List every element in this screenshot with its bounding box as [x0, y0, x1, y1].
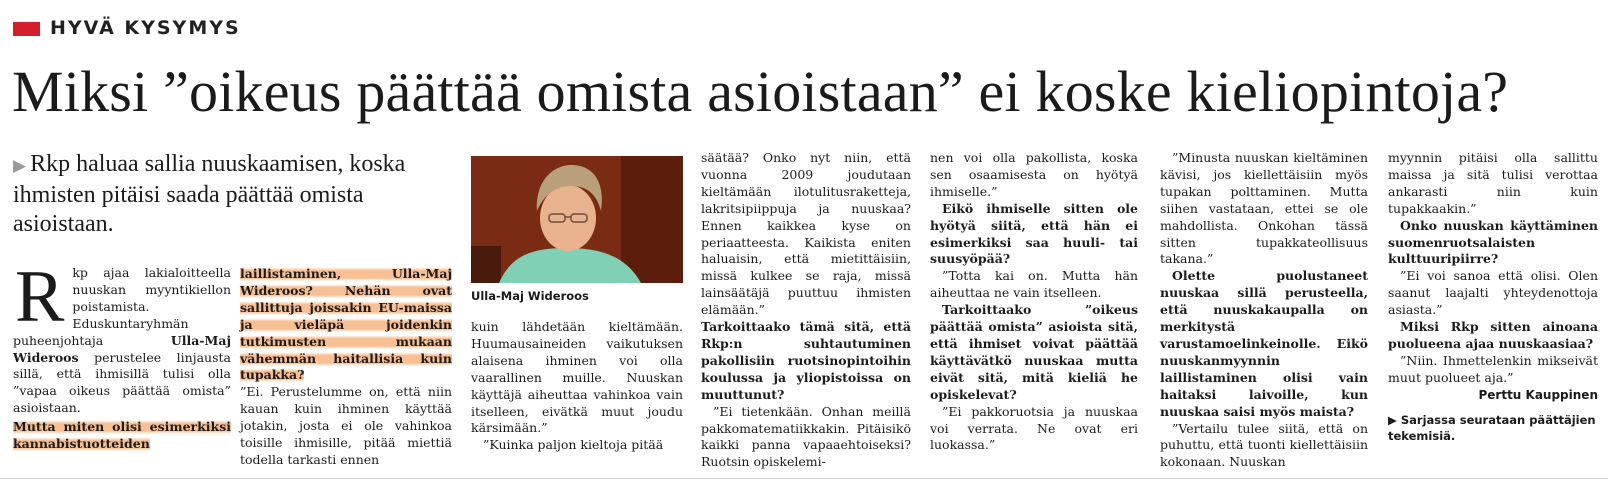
- article-column-6: [1160, 150, 1368, 471]
- question-4: Eikö ihmiselle sitten ole hyötyä siitä, että hän ei esimerkiksi saa huuli- tai suusyöpää?: [930, 200, 1138, 267]
- answer-4: ”Totta kai on. Mutta hän aiheuttaa ne vain itselleen.: [930, 268, 1138, 301]
- question-8: Miksi Rkp sitten ainoana puolueena ajaa nuuskaasiaa?: [1388, 319, 1598, 351]
- answer-6-continued: myynnin pitäisi olla sallittu maissa ja sitä tulisi verottaa ankarasti niin kuin tupakkaakin.”: [1388, 150, 1598, 216]
- article-column-5: [930, 150, 1138, 454]
- section-accent-bar: [13, 22, 40, 36]
- triangle-right-icon: ▶: [13, 156, 27, 176]
- series-note-text: Sarjassa seurataan päättäjien tekemisiä.: [1388, 412, 1596, 443]
- question-1-start: [13, 419, 231, 453]
- answer-6: ”Vertailu tulee siitä, että on puhuttu, että tuonti kiellettäisiin kokonaan. Nuuskan: [1160, 420, 1368, 470]
- article-column-3: [471, 319, 683, 454]
- answer-5: ”Ei pakkoruotsia ja nuuskaa voi verrata. Ne ovat eri luokassa.”: [930, 403, 1138, 453]
- column-1-text: [13, 150, 231, 417]
- answer-1: ”Ei. Perustelumme on, että niin kauan kuin ihminen käyttää jotakin, josta ei ole vahinkoa toisille ihmisille, pitää miettiä todella tarkasti ennen: [240, 384, 452, 467]
- article-column-2: [240, 266, 452, 469]
- article-column-4: [701, 150, 911, 471]
- question-6: Olette puolustaneet nuuskaa sillä perusteella, että nuuskakaupalla on merkitystä varustamoelinkeinolle. Eikö nuuskanmyynnin laillistaminen olisi vain haitaksi laivoille, kun nuuskaa saisi myös maista?: [1160, 268, 1368, 419]
- answer-7: ”Ei voi sanoa että olisi. Olen saanut laajalti yhteydenottoja asiasta.”: [1388, 268, 1598, 318]
- portrait-image: [471, 156, 683, 283]
- question-7: Onko nuuskan käyttäminen suomenruotsalaisten kulttuuripiirre?: [1388, 217, 1598, 267]
- answer-3: ”Ei tietenkään. Onhan meillä pakkomatematiikkakin. Pitäisikö kaikki panna vapaaehtoiseksi? Ruotsin opiskelemi-: [701, 403, 911, 470]
- question-3: Tarkoittaako tämä sitä, että Rkp:n suhtautuminen pakollisiin ruotsinopintoihin koulussa ja yliopistoissa on muuttunut?: [701, 319, 911, 402]
- author-signature: Perttu Kauppinen: [1478, 387, 1598, 402]
- interviewee-name: Ulla-Maj Wideroos: [13, 332, 231, 365]
- question-5: Tarkoittaako ”oikeus päättää omista” asioista sitä, että ihmiset voivat päättää käyttävätkö nuuskaa mutta eivät sitä, mitä kieliä he opiskelevat?: [930, 302, 1138, 402]
- question-2: ”Kuinka paljon kieltoja pitää: [483, 437, 664, 453]
- highlighted-question-1-start: Mutta miten olisi esimerkiksi kannabistuotteiden: [13, 419, 231, 452]
- headline: Miksi ”oikeus päättää omista asioistaan” ei koske kieliopintoja?: [12, 59, 1509, 124]
- answer-8: ”Niin. Ihmettelenkin mikseivät muut puolueet aja.”: [1388, 352, 1598, 385]
- highlighted-question-1-end: laillistaminen, Ulla-Maj Wideroos? Nehän ovat sallittuja joissakin EU-maissa ja vieläpä joidenkin tutkimusten mukaan vähemmän haitallisia kuin tupakka?: [240, 266, 452, 383]
- article-column-7: [1388, 150, 1598, 444]
- answer-5-continued: ”Minusta nuuskan kieltäminen kävisi, jos kiellettäisiin myös tupakan polttaminen. Mutta siihen vastataan, ettei se ole mahdollista. Onkohan tässä sitten tupakkateollisuus takana.”: [1160, 150, 1368, 267]
- answer-1-continued: kuin lähdetään kieltämään. Huumausaineiden vaikutuksen alaisena ihminen voi olla vaarallinen muille. Nuuskan käyttäjä aiheuttaa vahinkoa vain itselleen, eivätkä muut joudu kärsimään.”: [471, 319, 683, 436]
- triangle-right-icon: ▶: [1388, 412, 1401, 427]
- question-2-continued: säätää? Onko nyt niin, että vuonna 2009 joudutaan kieltämään ilotulitusraketteja, lakritsipiippuja ja nuuskaa? Ennen kaikkea kyse on periaatteesta. Kaikista eniten haluaisin, että mietittäisiin, missä kulkee se raja, missä lainsäätäjä puuttuu ihmisten elämään.”: [701, 150, 911, 318]
- question-1-end: [240, 266, 452, 384]
- dropcap: R: [15, 256, 65, 338]
- lead-text: Rkp haluaa sallia nuuskaamisen, koska ihmisten pitäisi saada päättää omista asioistaan.: [13, 151, 406, 237]
- bottom-rule: [0, 478, 1608, 479]
- series-note: [1388, 412, 1598, 444]
- answer-3-continued: nen voi olla pakollista, koska sen osaamisesta on hyötyä ihmiselle.”: [930, 150, 1138, 199]
- portrait-photo: [471, 156, 683, 283]
- article-column-1: [13, 150, 231, 453]
- photo-caption: Ulla-Maj Wideroos: [471, 289, 589, 303]
- section-kicker: HYVÄ KYSYMYS: [50, 17, 241, 39]
- intro-text: kp ajaa lakialoitteella nuuskan myyntikiellon poistamista. Eduskuntaryhmän puheenjohtaja: [13, 265, 231, 348]
- intro-text-end: perustelee linjausta sillä, että ihmisillä tulisi olla ”vapaa oikeus päättää omista” asioistaan.: [13, 349, 231, 416]
